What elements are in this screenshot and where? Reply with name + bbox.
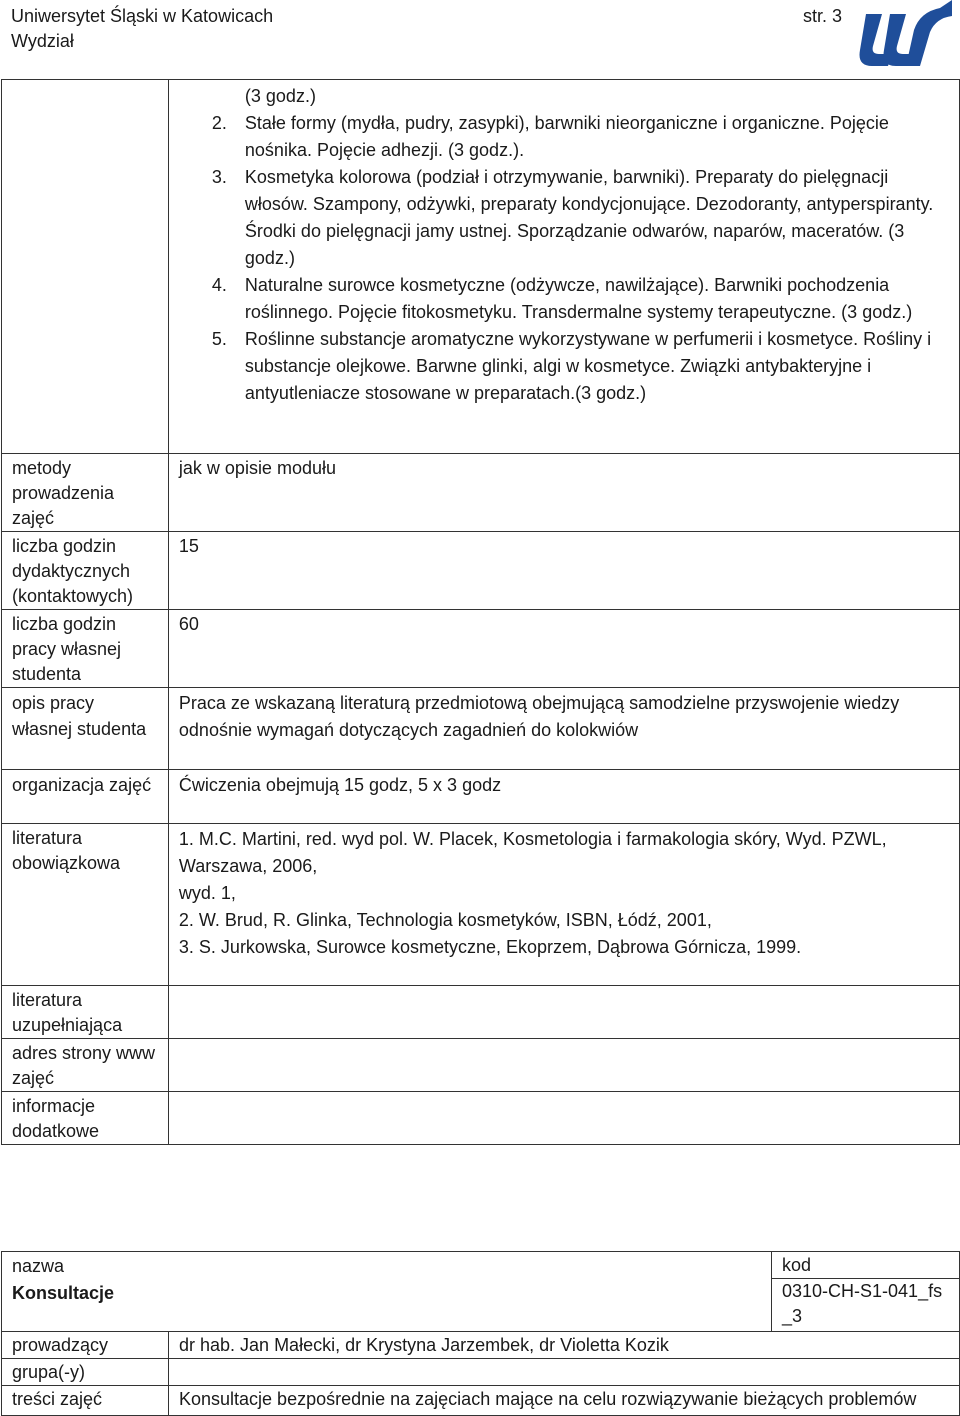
topic-number: 3. [211, 167, 227, 187]
name-cell [2, 1252, 772, 1332]
topic-text: Naturalne surowce kosmetyczne (odżywcze, nawilżające). Barwniki pochodzenia roślinnego. Pojęcie fitokosmetyku. Transdermalne systemy terapeutyczne. (3 godz.) [244, 275, 913, 322]
topic-item [179, 110, 950, 164]
lecturer-value: dr hab. Jan Małecki, dr Krystyna Jarzembek, dr Violetta Kozik [169, 1332, 960, 1359]
topic-text: Roślinne substancje aromatyczne wykorzystywane w perfumerii i kosmetyce. Rośliny i substancje olejkowe. Barwne glinki, algi w kosmetyce. Związki antybakteryjne i antyutleniacze stosowane w preparatach.(3 godz.) [244, 329, 932, 403]
consultations-table [1, 1251, 960, 1416]
extra-literature-value [168, 986, 959, 1039]
www-label: adres strony www zajęć [2, 1039, 169, 1092]
topic-number: 5. [211, 329, 227, 349]
topic-text: Stałe formy (mydła, pudry, zasypki), barwniki nieorganiczne i organiczne. Pojęcie nośnika. Pojęcie adhezji. (3 godz.). [244, 113, 889, 160]
name-label: nazwa [12, 1256, 65, 1276]
literature-item: 1. M.C. Martini, red. wyd pol. W. Placek, Kosmetologia i farmakologia skóry, Wyd. PZWL, Warszawa, 2006, [178, 829, 887, 876]
literature-list [179, 826, 950, 961]
topics-cell [168, 80, 959, 454]
literature-item: wyd. 1, [178, 883, 236, 903]
group-label: grupa(-y) [2, 1359, 169, 1386]
topic-number: 2. [211, 113, 227, 133]
methods-value: jak w opisie modułu [168, 454, 959, 532]
self-hours-label: liczba godzin pracy własnej studenta [2, 610, 169, 688]
content-value: Konsultacje bezpośrednie na zajęciach mające na celu rozwiązywanie bieżących problemów [169, 1386, 960, 1416]
content-label: treści zajęć [2, 1386, 169, 1416]
self-work-label: opis pracy własnej studenta [2, 688, 169, 770]
topics-label-cell [2, 80, 169, 454]
university-name: Uniwersytet Śląski w Katowicach [11, 6, 274, 26]
organization-value: Ćwiczenia obejmują 15 godz, 5 x 3 godz [168, 770, 959, 824]
extra-literature-label: literatura uzupełniająca [2, 986, 169, 1039]
code-value: 0310-CH-S1-041_fs_3 [772, 1278, 959, 1329]
self-work-value: Praca ze wskazaną literaturą przedmiotową obejmującą samodzielne przyswojenie wiedzy odnośnie wymagań dotyczących zagadnień do kolokwiów [168, 688, 959, 770]
code-cell [772, 1252, 960, 1332]
topic-text: (3 godz.) [244, 86, 316, 106]
topic-item [179, 326, 950, 407]
faculty-name: Wydział [11, 31, 74, 51]
topic-text: Kosmetyka kolorowa (podział i otrzymywanie, barwniki). Preparaty do pielęgnacji włosów. Szampony, odżywki, preparaty kondycjonujące. Dezodoranty, antyperspiranty. Środki do pielęgnacji jamy ustnej. Sporządzanie odwarów, naparów, maceratów. (3 godz.) [244, 167, 934, 268]
organization-label: organizacja zajęć [2, 770, 169, 824]
methods-label: metody prowadzenia zajęć [2, 454, 169, 532]
self-hours-value: 60 [168, 610, 959, 688]
topic-item [179, 83, 950, 110]
additional-value [168, 1092, 959, 1145]
literature-item: 3. S. Jurkowska, Surowce kosmetyczne, Ekoprzem, Dąbrowa Górnicza, 1999. [178, 937, 802, 957]
module-table [1, 79, 960, 1145]
name-value: Konsultacje [12, 1283, 115, 1303]
code-label: kod [782, 1255, 812, 1275]
literature-label: literatura obowiązkowa [2, 824, 169, 986]
group-value [169, 1359, 960, 1386]
page-number: str. 3 [803, 6, 843, 26]
university-logo-icon [856, 0, 952, 66]
additional-label: informacje dodatkowe [2, 1092, 169, 1145]
topics-list [179, 83, 950, 407]
topic-item [179, 272, 950, 326]
lecturer-label: prowadzący [2, 1332, 169, 1359]
literature-item: 2. W. Brud, R. Glinka, Technologia kosmetyków, ISBN, Łódź, 2001, [178, 910, 712, 930]
contact-hours-value: 15 [168, 532, 959, 610]
literature-value [168, 824, 959, 986]
contact-hours-label: liczba godzin dydaktycznych (kontaktowych) [2, 532, 169, 610]
topic-item [179, 164, 950, 272]
topic-number: 4. [211, 275, 227, 295]
www-value [168, 1039, 959, 1092]
